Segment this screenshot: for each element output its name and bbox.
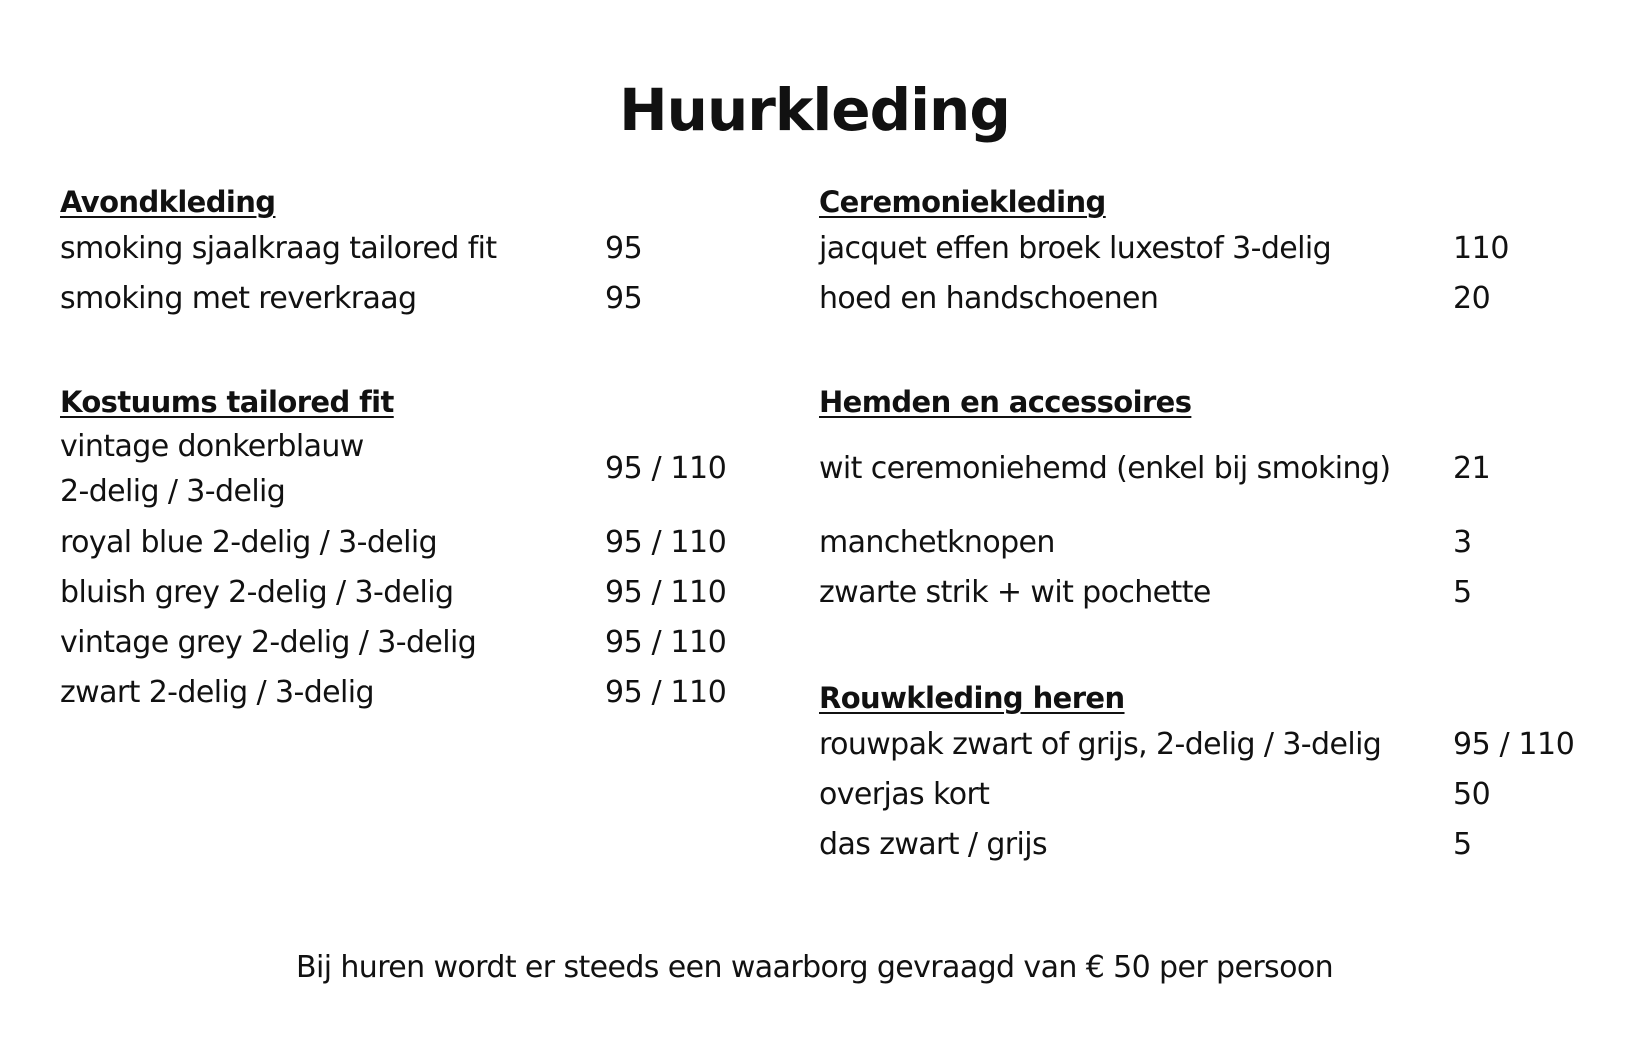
item-name: wit ceremoniehemd (enkel bij smoking) bbox=[819, 451, 1391, 486]
item-price: 5 bbox=[1453, 575, 1472, 610]
item-name: das zwart / grijs bbox=[819, 827, 1048, 862]
item-name: zwarte strik + wit pochette bbox=[819, 575, 1211, 610]
item-name: rouwpak zwart of grijs, 2-delig / 3-delig bbox=[819, 727, 1382, 762]
item-price: 110 bbox=[1453, 231, 1510, 266]
item-name: smoking met reverkraag bbox=[60, 281, 417, 316]
item-name: smoking sjaalkraag tailored fit bbox=[60, 231, 497, 266]
item-name: zwart 2-delig / 3-delig bbox=[60, 675, 374, 710]
item-name: hoed en handschoenen bbox=[819, 281, 1159, 316]
section-heading-avondkleding: Avondkleding bbox=[60, 185, 276, 219]
item-price: 3 bbox=[1453, 525, 1472, 560]
item-price: 95 / 110 bbox=[605, 451, 727, 486]
item-price: 95 / 110 bbox=[605, 525, 727, 560]
item-name: bluish grey 2-delig / 3-delig bbox=[60, 575, 454, 610]
item-name-line1: vintage donkerblauw bbox=[60, 429, 364, 464]
item-price: 95 / 110 bbox=[605, 675, 727, 710]
section-heading-rouwkleding: Rouwkleding heren bbox=[819, 681, 1125, 715]
item-price: 95 bbox=[605, 281, 643, 316]
section-heading-ceremoniekleding: Ceremoniekleding bbox=[819, 185, 1106, 219]
item-price: 95 / 110 bbox=[605, 625, 727, 660]
item-name: manchetknopen bbox=[819, 525, 1055, 560]
section-heading-kostuums: Kostuums tailored fit bbox=[60, 385, 394, 419]
page-title: Huurkleding bbox=[619, 76, 1010, 144]
deposit-note: Bij huren wordt er steeds een waarborg gevraagd van € 50 per persoon bbox=[295, 950, 1334, 985]
item-name: overjas kort bbox=[819, 777, 990, 812]
item-price: 21 bbox=[1453, 451, 1491, 486]
item-price: 50 bbox=[1453, 777, 1491, 812]
item-name: jacquet effen broek luxestof 3-delig bbox=[819, 231, 1332, 266]
item-price: 95 / 110 bbox=[605, 575, 727, 610]
item-name: vintage grey 2-delig / 3-delig bbox=[60, 625, 477, 660]
item-name-line2: 2-delig / 3-delig bbox=[60, 474, 286, 509]
section-heading-hemden: Hemden en accessoires bbox=[819, 385, 1192, 419]
item-price: 5 bbox=[1453, 827, 1472, 862]
item-name: royal blue 2-delig / 3-delig bbox=[60, 525, 438, 560]
item-price: 95 / 110 bbox=[1453, 727, 1575, 762]
item-price: 95 bbox=[605, 231, 643, 266]
item-price: 20 bbox=[1453, 281, 1491, 316]
